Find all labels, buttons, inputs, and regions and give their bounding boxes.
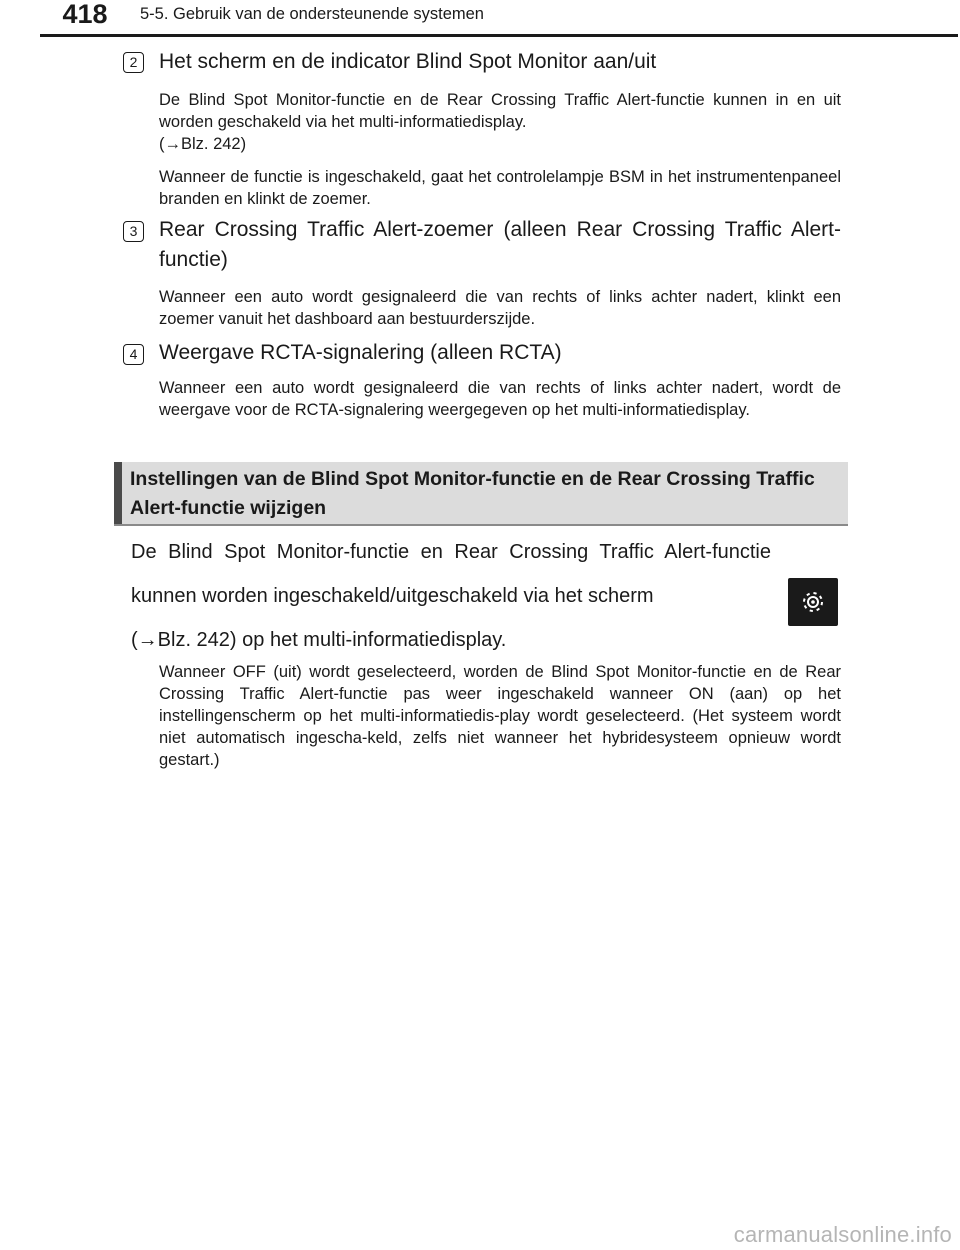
section-heading-bar: [114, 462, 848, 526]
item-paragraph: Wanneer een auto wordt gesignaleerd die van rechts of links achter nadert, wordt de weergave voor de RCTA-signalering weergegeven op het multi-informatiedisplay.: [159, 379, 841, 419]
watermark: carmanualsonline.info: [733, 1222, 952, 1247]
item-paragraph: Wanneer een auto wordt gesignaleerd die van rechts of links achter nadert, klinkt een zoemer vanuit het dashboard aan bestuurderszijde.: [159, 288, 841, 328]
section-body-reference: (→Blz. 242) op het multi-informatiedisplay.: [131, 629, 507, 651]
gear-icon: [799, 588, 827, 616]
item-paragraph: De Blind Spot Monitor-functie en de Rear Crossing Traffic Alert-functie kunnen in en uit worden geschakeld via het multi-informatiedisplay.: [159, 91, 841, 131]
section-bar-accent: [114, 462, 122, 524]
page-number: 418: [62, 0, 108, 29]
chapter-title: 5-5. Gebruik van de ondersteunende systemen: [140, 5, 484, 23]
item-number-badge: 3: [123, 221, 144, 242]
item-number-badge: 4: [123, 344, 144, 365]
section-title: Instellingen van de Blind Spot Monitor-functie en de Rear Crossing Traffic Alert-functie wijzigen: [130, 468, 815, 519]
section-body-text: De Blind Spot Monitor-functie en Rear Crossing Traffic Alert-functie kunnen worden ingeschakeld/uitgeschakeld via het scherm: [131, 541, 771, 607]
item-number-badge: 2: [123, 52, 144, 73]
item-title: Weergave RCTA-signalering (alleen RCTA): [159, 341, 562, 364]
item-title: Het scherm en de indicator Blind Spot Monitor aan/uit: [159, 50, 657, 73]
header-rule: [40, 34, 958, 37]
page-header: [0, 0, 960, 40]
item-title: Rear Crossing Traffic Alert-zoemer (alleen Rear Crossing Traffic Alert-functie): [159, 218, 841, 271]
section-note: Wanneer OFF (uit) wordt geselecteerd, worden de Blind Spot Monitor-functie en de Rear Crossing Traffic Alert-functie pas weer ingeschakeld wanneer ON (aan) op het instellingenscherm op het multi-informatiedis-play wordt geselecteerd. (Het systeem wordt niet automatisch ingescha-keld, zelfs niet wanneer het hybridesysteem opnieuw wordt gestart.): [159, 663, 841, 769]
page-reference: (→Blz. 242): [159, 135, 247, 153]
item-paragraph: Wanneer de functie is ingeschakeld, gaat het controlelampje BSM in het instrumentenpaneel branden en klinkt de zoemer.: [159, 168, 841, 208]
